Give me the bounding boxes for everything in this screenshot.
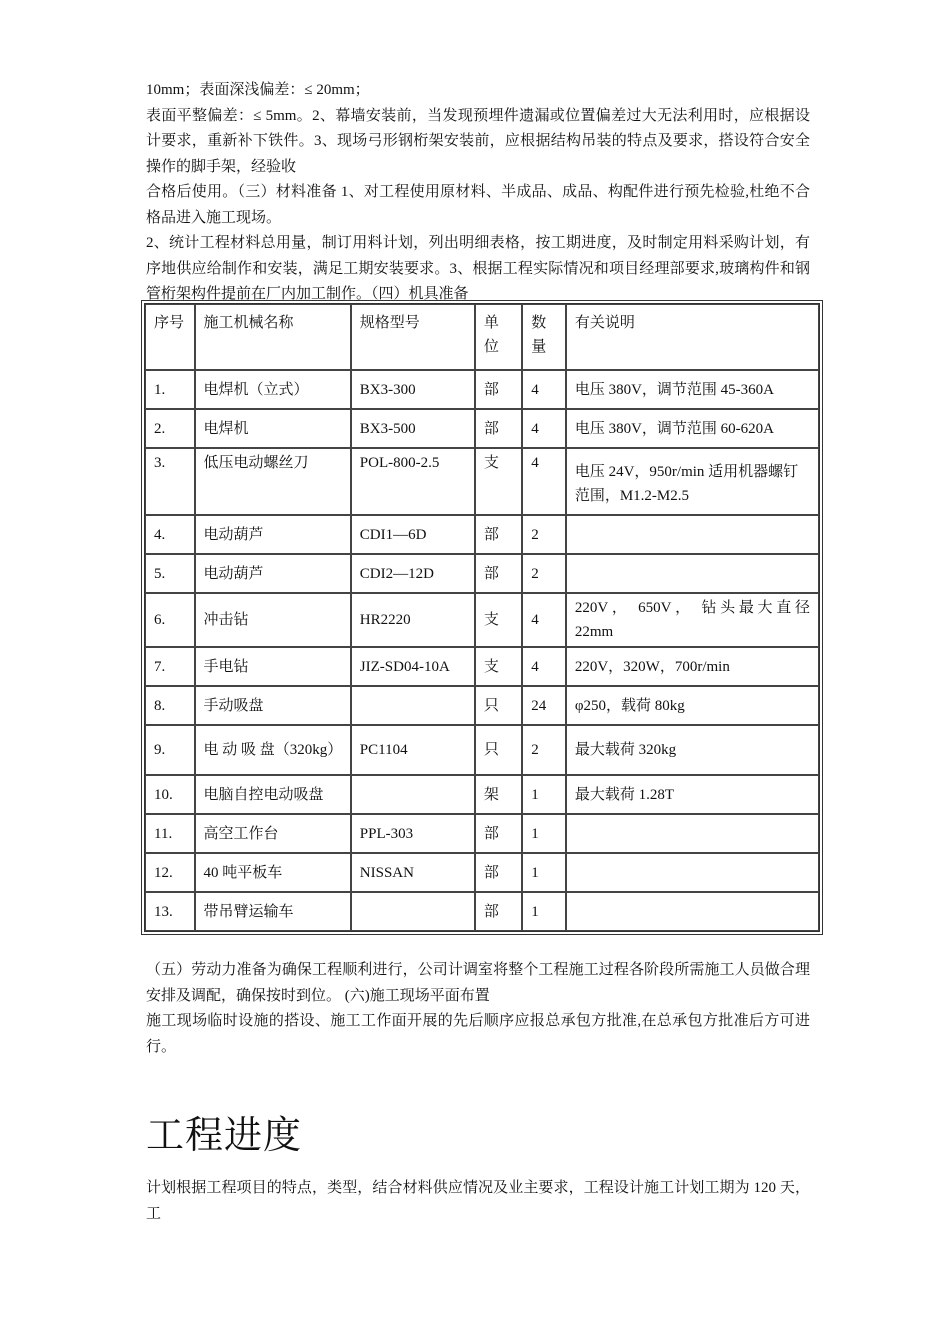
header-model: 规格型号	[351, 304, 475, 370]
schedule-paragraph: 计划根据工程项目的特点，类型，结合材料供应情况及业主要求，工程设计施工计划工期为 120 天，工	[146, 1180, 810, 1222]
table-row	[145, 409, 819, 448]
cell-qty: 4	[522, 370, 566, 409]
cell-model: CDI2—12D	[351, 554, 475, 593]
cell-name: 电 动 吸 盘（320kg）	[195, 725, 351, 775]
cell-qty: 4	[522, 409, 566, 448]
cell-model: BX3-300	[351, 370, 475, 409]
table-row	[145, 775, 819, 814]
table-row	[145, 725, 819, 775]
cell-name: 低压电动螺丝刀	[195, 448, 351, 515]
cell-model: NISSAN	[351, 853, 475, 892]
cell-index: 6.	[145, 593, 195, 647]
cell-index: 11.	[145, 814, 195, 853]
cell-notes: φ250，载荷 80kg	[566, 686, 819, 725]
cell-qty: 2	[522, 515, 566, 554]
table-header-row	[145, 304, 819, 370]
cell-notes: 220V，320W，700r/min	[566, 647, 819, 686]
cell-model: PPL-303	[351, 814, 475, 853]
cell-notes: 电压 24V，950r/min 适用机器螺钉范围，M1.2-M2.5	[566, 448, 819, 515]
header-unit: 单位	[475, 304, 522, 370]
cell-index: 9.	[145, 725, 195, 775]
cell-notes: 电压 380V，调节范围 45-360A	[566, 370, 819, 409]
intro-line-2: 表面平整偏差：≤ 5mm。2、幕墙安装前，当发现预埋件遗漏或位置偏差过大无法利用时，应根据设计要求，重新补下铁件。3、现场弓形钢桁架安装前，应根据结构吊装的特点及要求，搭设符合安全操作的脚手架，经验收	[146, 107, 810, 175]
cell-index: 13.	[145, 892, 195, 931]
cell-name: 40 吨平板车	[195, 853, 351, 892]
cell-name: 电焊机（立式）	[195, 370, 351, 409]
table-row	[145, 448, 819, 515]
cell-qty: 2	[522, 554, 566, 593]
table-row	[145, 593, 819, 647]
cell-name: 电脑自控电动吸盘	[195, 775, 351, 814]
after-table-text	[146, 958, 810, 1060]
cell-notes	[566, 814, 819, 853]
cell-notes: 220V， 650V， 钻头最大直径 22mm	[566, 593, 819, 647]
cell-index: 8.	[145, 686, 195, 725]
cell-index: 12.	[145, 853, 195, 892]
cell-model	[351, 775, 475, 814]
cell-unit: 部	[475, 814, 522, 853]
cell-qty: 4	[522, 593, 566, 647]
equipment-table	[144, 303, 820, 932]
cell-notes	[566, 515, 819, 554]
cell-unit: 部	[475, 370, 522, 409]
intro-line-1: 10mm；表面深浅偏差：≤ 20mm；	[146, 82, 370, 98]
cell-notes: 最大载荷 320kg	[566, 725, 819, 775]
intro-text	[146, 78, 810, 308]
cell-model	[351, 892, 475, 931]
cell-unit: 架	[475, 775, 522, 814]
table-row	[145, 814, 819, 853]
cell-notes	[566, 853, 819, 892]
cell-notes	[566, 892, 819, 931]
cell-name: 手电钻	[195, 647, 351, 686]
cell-name: 电焊机	[195, 409, 351, 448]
cell-model: HR2220	[351, 593, 475, 647]
cell-model	[351, 686, 475, 725]
cell-unit: 只	[475, 686, 522, 725]
cell-unit: 部	[475, 853, 522, 892]
cell-unit: 部	[475, 554, 522, 593]
cell-unit: 支	[475, 647, 522, 686]
cell-name: 带吊臂运输车	[195, 892, 351, 931]
table-row	[145, 370, 819, 409]
site-layout-paragraph: 施工现场临时设施的搭设、施工工作面开展的先后顺序应报总承包方批准,在总承包方批准后方可进行。	[146, 1013, 810, 1055]
cell-qty: 1	[522, 814, 566, 853]
table-row	[145, 647, 819, 686]
header-qty: 数量	[522, 304, 566, 370]
cell-unit: 部	[475, 409, 522, 448]
cell-model: PC1104	[351, 725, 475, 775]
cell-model: JIZ-SD04-10A	[351, 647, 475, 686]
cell-unit: 只	[475, 725, 522, 775]
cell-model: CDI1—6D	[351, 515, 475, 554]
header-name: 施工机械名称	[195, 304, 351, 370]
cell-index: 4.	[145, 515, 195, 554]
cell-qty: 2	[522, 725, 566, 775]
table-row	[145, 686, 819, 725]
cell-name: 电动葫芦	[195, 554, 351, 593]
cell-unit: 部	[475, 892, 522, 931]
table-row	[145, 554, 819, 593]
table-row	[145, 892, 819, 931]
cell-qty: 1	[522, 853, 566, 892]
cell-model: BX3-500	[351, 409, 475, 448]
cell-qty: 1	[522, 775, 566, 814]
cell-notes: 最大载荷 1.28T	[566, 775, 819, 814]
cell-index: 2.	[145, 409, 195, 448]
cell-unit: 支	[475, 448, 522, 515]
table-row	[145, 515, 819, 554]
cell-qty: 24	[522, 686, 566, 725]
header-notes: 有关说明	[566, 304, 819, 370]
header-index: 序号	[145, 304, 195, 370]
table-row	[145, 853, 819, 892]
cell-unit: 部	[475, 515, 522, 554]
cell-index: 10.	[145, 775, 195, 814]
cell-name: 冲击钻	[195, 593, 351, 647]
cell-index: 3.	[145, 448, 195, 515]
intro-line-3: 合格后使用。（三）材料准备 1、对工程使用原材料、半成品、成品、构配件进行预先检验,杜绝不合格品进入施工现场。	[146, 184, 810, 226]
cell-model: POL-800-2.5	[351, 448, 475, 515]
cell-index: 1.	[145, 370, 195, 409]
cell-qty: 1	[522, 892, 566, 931]
cell-notes	[566, 554, 819, 593]
cell-name: 手动吸盘	[195, 686, 351, 725]
labor-paragraph: （五）劳动力准备为确保工程顺利进行，公司计调室将整个工程施工过程各阶段所需施工人员做合理安排及调配，确保按时到位。 (六)施工现场平面布置	[146, 962, 810, 1004]
section-heading: 工程进度	[146, 1113, 303, 1157]
schedule-text	[146, 1176, 810, 1227]
cell-index: 7.	[145, 647, 195, 686]
cell-qty: 4	[522, 448, 566, 515]
cell-notes: 电压 380V，调节范围 60-620A	[566, 409, 819, 448]
cell-qty: 4	[522, 647, 566, 686]
cell-name: 电动葫芦	[195, 515, 351, 554]
cell-index: 5.	[145, 554, 195, 593]
cell-unit: 支	[475, 593, 522, 647]
intro-line-4: 2、统计工程材料总用量，制订用料计划，列出明细表格，按工期进度，及时制定用料采购计划，有序地供应给制作和安装，满足工期安装要求。3、根据工程实际情况和项目经理部要求,玻璃构件和钢管桁架构件提前在厂内加工制作。（四）机具准备	[146, 235, 810, 302]
cell-name: 高空工作台	[195, 814, 351, 853]
